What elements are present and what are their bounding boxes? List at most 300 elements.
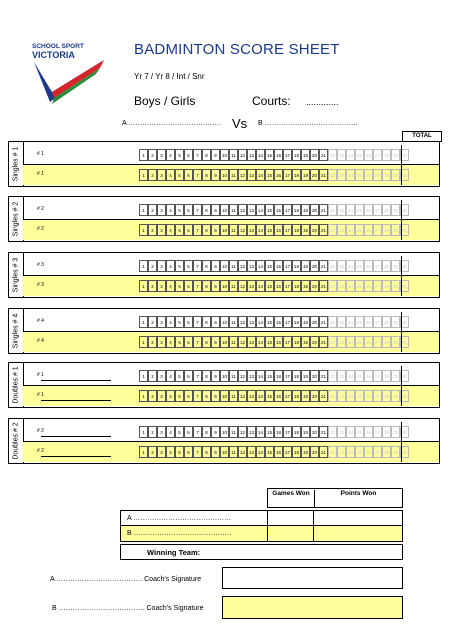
score-cell[interactable]: 29 [391,390,400,402]
player-name-line[interactable] [41,400,111,401]
score-cell[interactable]: 28 [382,426,391,438]
score-cell[interactable]: 4 [166,370,175,382]
score-cell[interactable]: 2 [148,390,157,402]
score-cell[interactable]: 21 [319,204,328,216]
score-cell[interactable]: 20 [310,316,319,328]
score-cell[interactable]: 23 [337,370,346,382]
score-cell[interactable]: 12 [238,426,247,438]
score-cell[interactable]: 19 [301,426,310,438]
score-cell[interactable]: 6 [184,316,193,328]
score-cell[interactable]: 28 [382,370,391,382]
score-cell[interactable]: 24 [346,426,355,438]
score-cell[interactable]: 1 [139,336,148,348]
score-cell[interactable]: 19 [301,336,310,348]
score-cell[interactable]: 4 [166,224,175,236]
score-cell[interactable]: 13 [247,446,256,458]
score-cell[interactable]: 2 [148,149,157,161]
score-cell[interactable]: 11 [229,169,238,181]
score-cell[interactable]: 11 [229,149,238,161]
score-cell[interactable]: 29 [391,260,400,272]
score-cell[interactable]: 17 [283,169,292,181]
score-cell[interactable]: 29 [391,149,400,161]
games-won-b[interactable] [268,526,314,541]
score-cell[interactable]: 24 [346,390,355,402]
courts-value[interactable]: ............. [306,97,339,107]
score-cell[interactable]: 24 [346,224,355,236]
score-cell[interactable]: 9 [211,370,220,382]
score-cell[interactable]: 23 [337,260,346,272]
score-cell[interactable]: 28 [382,446,391,458]
score-cell[interactable]: 28 [382,260,391,272]
score-cell[interactable]: 26 [364,260,373,272]
score-cell[interactable]: 5 [175,149,184,161]
score-cell[interactable]: 6 [184,260,193,272]
score-cell[interactable]: 21 [319,316,328,328]
score-cell[interactable]: 3 [157,149,166,161]
score-cell[interactable]: 11 [229,370,238,382]
score-cell[interactable]: 1 [139,224,148,236]
games-won-a[interactable] [268,511,314,526]
score-cell[interactable]: 7 [193,446,202,458]
score-cell[interactable]: 4 [166,149,175,161]
score-cell[interactable]: 29 [391,446,400,458]
score-cell[interactable]: 8 [202,224,211,236]
score-cell[interactable]: 25 [355,280,364,292]
score-cell[interactable]: 19 [301,169,310,181]
score-cell[interactable]: 22 [328,260,337,272]
score-cell[interactable]: 11 [229,446,238,458]
score-cell[interactable]: 10 [220,370,229,382]
score-cell[interactable]: 26 [364,446,373,458]
score-cell[interactable]: 9 [211,390,220,402]
score-cell[interactable]: 16 [274,260,283,272]
signature-b-box[interactable] [222,596,403,619]
score-cell[interactable]: 3 [157,446,166,458]
score-cell[interactable]: 23 [337,149,346,161]
row-total[interactable] [401,332,439,352]
score-cell[interactable]: 21 [319,336,328,348]
score-cell[interactable]: 28 [382,336,391,348]
score-cell[interactable]: 10 [220,169,229,181]
score-cell[interactable]: 25 [355,224,364,236]
score-cell[interactable]: 27 [373,336,382,348]
score-cell[interactable]: 15 [265,149,274,161]
score-cell[interactable]: 14 [256,224,265,236]
row-total[interactable] [401,386,439,406]
score-cell[interactable]: 25 [355,260,364,272]
score-cell[interactable]: 14 [256,280,265,292]
score-cell[interactable]: 19 [301,224,310,236]
score-cell[interactable]: 10 [220,204,229,216]
score-cell[interactable]: 10 [220,390,229,402]
row-total[interactable] [401,256,439,276]
score-cell[interactable]: 26 [364,169,373,181]
score-cell[interactable]: 12 [238,224,247,236]
score-cell[interactable]: 29 [391,280,400,292]
score-cell[interactable]: 18 [292,204,301,216]
score-cell[interactable]: 7 [193,336,202,348]
score-cell[interactable]: 30 [400,390,409,402]
row-total[interactable] [401,366,439,386]
score-cell[interactable]: 7 [193,149,202,161]
signature-a-box[interactable] [222,567,403,589]
score-cell[interactable]: 16 [274,280,283,292]
score-cell[interactable]: 20 [310,426,319,438]
score-cell[interactable]: 2 [148,224,157,236]
score-cell[interactable]: 17 [283,390,292,402]
score-cell[interactable]: 27 [373,370,382,382]
score-cell[interactable]: 14 [256,149,265,161]
score-cell[interactable]: 28 [382,169,391,181]
score-cell[interactable]: 10 [220,280,229,292]
score-cell[interactable]: 24 [346,280,355,292]
score-cell[interactable]: 11 [229,224,238,236]
score-cell[interactable]: 18 [292,316,301,328]
score-cell[interactable]: 14 [256,204,265,216]
score-cell[interactable]: 11 [229,316,238,328]
score-cell[interactable]: 23 [337,446,346,458]
score-cell[interactable]: 21 [319,426,328,438]
score-cell[interactable]: 15 [265,426,274,438]
score-cell[interactable]: 19 [301,260,310,272]
score-cell[interactable]: 1 [139,169,148,181]
score-cell[interactable]: 8 [202,390,211,402]
score-cell[interactable]: 12 [238,149,247,161]
score-cell[interactable]: 30 [400,204,409,216]
score-cell[interactable]: 11 [229,260,238,272]
score-cell[interactable]: 30 [400,260,409,272]
score-cell[interactable]: 1 [139,204,148,216]
score-cell[interactable]: 16 [274,204,283,216]
score-cell[interactable]: 6 [184,336,193,348]
score-cell[interactable]: 23 [337,280,346,292]
score-cell[interactable]: 18 [292,149,301,161]
score-cell[interactable]: 26 [364,280,373,292]
score-cell[interactable]: 9 [211,426,220,438]
score-cell[interactable]: 8 [202,426,211,438]
score-cell[interactable]: 1 [139,446,148,458]
score-cell[interactable]: 21 [319,390,328,402]
points-won-a[interactable] [314,511,402,526]
score-cell[interactable]: 28 [382,316,391,328]
score-cell[interactable]: 1 [139,316,148,328]
score-cell[interactable]: 28 [382,224,391,236]
score-cell[interactable]: 17 [283,149,292,161]
score-cell[interactable]: 25 [355,446,364,458]
score-cell[interactable]: 11 [229,426,238,438]
score-cell[interactable]: 7 [193,224,202,236]
score-cell[interactable]: 18 [292,169,301,181]
score-cell[interactable]: 19 [301,446,310,458]
score-cell[interactable]: 6 [184,390,193,402]
score-cell[interactable]: 9 [211,280,220,292]
score-cell[interactable]: 16 [274,446,283,458]
score-cell[interactable]: 22 [328,280,337,292]
score-cell[interactable]: 9 [211,204,220,216]
score-cell[interactable]: 4 [166,280,175,292]
row-total[interactable] [401,145,439,165]
score-cell[interactable]: 3 [157,316,166,328]
score-cell[interactable]: 23 [337,426,346,438]
row-total[interactable] [401,165,439,185]
score-cell[interactable]: 7 [193,260,202,272]
score-cell[interactable]: 17 [283,370,292,382]
score-cell[interactable]: 15 [265,446,274,458]
score-cell[interactable]: 24 [346,316,355,328]
score-cell[interactable]: 7 [193,204,202,216]
score-cell[interactable]: 25 [355,370,364,382]
team-b-field[interactable]: B …………………………………. [258,120,358,127]
score-cell[interactable]: 9 [211,169,220,181]
score-cell[interactable]: 23 [337,316,346,328]
score-cell[interactable]: 21 [319,280,328,292]
summary-row-a[interactable]: A …………………………………… [121,511,268,526]
score-cell[interactable]: 24 [346,446,355,458]
score-cell[interactable]: 5 [175,446,184,458]
score-cell[interactable]: 1 [139,260,148,272]
score-cell[interactable]: 26 [364,224,373,236]
score-cell[interactable]: 28 [382,280,391,292]
score-cell[interactable]: 15 [265,336,274,348]
score-cell[interactable]: 2 [148,316,157,328]
score-cell[interactable]: 24 [346,260,355,272]
score-cell[interactable]: 20 [310,390,319,402]
score-cell[interactable]: 29 [391,316,400,328]
winning-team-box[interactable] [120,544,403,560]
score-cell[interactable]: 21 [319,446,328,458]
score-cell[interactable]: 24 [346,336,355,348]
score-cell[interactable]: 26 [364,149,373,161]
score-cell[interactable]: 25 [355,316,364,328]
score-cell[interactable]: 2 [148,426,157,438]
score-cell[interactable]: 16 [274,169,283,181]
score-cell[interactable]: 19 [301,316,310,328]
score-cell[interactable]: 11 [229,280,238,292]
score-cell[interactable]: 3 [157,426,166,438]
score-cell[interactable]: 13 [247,316,256,328]
score-cell[interactable]: 12 [238,260,247,272]
score-cell[interactable]: 8 [202,280,211,292]
score-cell[interactable]: 28 [382,149,391,161]
score-cell[interactable]: 20 [310,370,319,382]
score-cell[interactable]: 14 [256,446,265,458]
score-cell[interactable]: 2 [148,169,157,181]
score-cell[interactable]: 16 [274,224,283,236]
score-cell[interactable]: 27 [373,390,382,402]
score-cell[interactable]: 13 [247,204,256,216]
score-cell[interactable]: 4 [166,390,175,402]
score-cell[interactable]: 4 [166,316,175,328]
score-cell[interactable]: 24 [346,169,355,181]
score-cell[interactable]: 3 [157,204,166,216]
score-cell[interactable]: 13 [247,260,256,272]
score-cell[interactable]: 23 [337,204,346,216]
score-cell[interactable]: 14 [256,169,265,181]
score-cell[interactable]: 7 [193,316,202,328]
score-cell[interactable]: 30 [400,224,409,236]
points-won-b[interactable] [314,526,402,541]
score-cell[interactable]: 4 [166,426,175,438]
score-cell[interactable]: 6 [184,149,193,161]
score-cell[interactable]: 20 [310,280,319,292]
score-cell[interactable]: 6 [184,204,193,216]
score-cell[interactable]: 12 [238,336,247,348]
score-cell[interactable]: 4 [166,446,175,458]
score-cell[interactable]: 5 [175,426,184,438]
score-cell[interactable]: 11 [229,204,238,216]
score-cell[interactable]: 27 [373,280,382,292]
score-cell[interactable]: 16 [274,336,283,348]
score-cell[interactable]: 4 [166,204,175,216]
score-cell[interactable]: 5 [175,316,184,328]
score-cell[interactable]: 8 [202,149,211,161]
score-cell[interactable]: 30 [400,316,409,328]
score-cell[interactable]: 19 [301,390,310,402]
score-cell[interactable]: 8 [202,260,211,272]
score-cell[interactable]: 19 [301,149,310,161]
row-total[interactable] [401,312,439,332]
player-name-line[interactable] [41,380,111,381]
score-cell[interactable]: 2 [148,336,157,348]
score-cell[interactable]: 12 [238,316,247,328]
score-cell[interactable]: 10 [220,260,229,272]
score-cell[interactable]: 26 [364,370,373,382]
score-cell[interactable]: 8 [202,204,211,216]
score-cell[interactable]: 21 [319,370,328,382]
score-cell[interactable]: 10 [220,336,229,348]
score-cell[interactable]: 1 [139,280,148,292]
score-cell[interactable]: 29 [391,204,400,216]
score-cell[interactable]: 2 [148,260,157,272]
score-cell[interactable]: 10 [220,224,229,236]
score-cell[interactable]: 3 [157,260,166,272]
score-cell[interactable]: 30 [400,336,409,348]
score-cell[interactable]: 15 [265,224,274,236]
score-cell[interactable]: 22 [328,390,337,402]
score-cell[interactable]: 13 [247,390,256,402]
score-cell[interactable]: 11 [229,336,238,348]
score-cell[interactable]: 23 [337,224,346,236]
score-cell[interactable]: 12 [238,370,247,382]
score-cell[interactable]: 26 [364,336,373,348]
score-cell[interactable]: 7 [193,370,202,382]
score-cell[interactable]: 20 [310,336,319,348]
score-cell[interactable]: 9 [211,260,220,272]
score-cell[interactable]: 22 [328,446,337,458]
score-cell[interactable]: 15 [265,370,274,382]
score-cell[interactable]: 16 [274,390,283,402]
score-cell[interactable]: 24 [346,370,355,382]
score-cell[interactable]: 14 [256,370,265,382]
score-cell[interactable]: 27 [373,446,382,458]
score-cell[interactable]: 17 [283,260,292,272]
score-cell[interactable]: 8 [202,169,211,181]
score-cell[interactable]: 12 [238,204,247,216]
score-cell[interactable]: 5 [175,204,184,216]
score-cell[interactable]: 21 [319,224,328,236]
score-cell[interactable]: 2 [148,280,157,292]
row-total[interactable] [401,276,439,296]
score-cell[interactable]: 15 [265,260,274,272]
score-cell[interactable]: 13 [247,169,256,181]
score-cell[interactable]: 14 [256,426,265,438]
row-total[interactable] [401,442,439,462]
score-cell[interactable]: 2 [148,204,157,216]
score-cell[interactable]: 30 [400,280,409,292]
score-cell[interactable]: 16 [274,370,283,382]
score-cell[interactable]: 5 [175,280,184,292]
score-cell[interactable]: 22 [328,224,337,236]
score-cell[interactable]: 29 [391,169,400,181]
score-cell[interactable]: 3 [157,370,166,382]
score-cell[interactable]: 3 [157,390,166,402]
score-cell[interactable]: 15 [265,280,274,292]
score-cell[interactable]: 25 [355,336,364,348]
score-cell[interactable]: 10 [220,316,229,328]
score-cell[interactable]: 22 [328,149,337,161]
score-cell[interactable]: 18 [292,390,301,402]
score-cell[interactable]: 13 [247,280,256,292]
score-cell[interactable]: 27 [373,426,382,438]
score-cell[interactable]: 18 [292,336,301,348]
score-cell[interactable]: 5 [175,370,184,382]
score-cell[interactable]: 5 [175,336,184,348]
score-cell[interactable]: 1 [139,426,148,438]
score-cell[interactable]: 23 [337,169,346,181]
score-cell[interactable]: 27 [373,316,382,328]
score-cell[interactable]: 7 [193,426,202,438]
score-cell[interactable]: 23 [337,336,346,348]
score-cell[interactable]: 10 [220,149,229,161]
score-cell[interactable]: 29 [391,370,400,382]
score-cell[interactable]: 25 [355,169,364,181]
score-cell[interactable]: 6 [184,446,193,458]
score-cell[interactable]: 29 [391,336,400,348]
score-cell[interactable]: 5 [175,224,184,236]
score-cell[interactable]: 7 [193,390,202,402]
score-cell[interactable]: 2 [148,446,157,458]
score-cell[interactable]: 26 [364,316,373,328]
score-cell[interactable]: 20 [310,149,319,161]
score-cell[interactable]: 29 [391,426,400,438]
score-cell[interactable]: 20 [310,169,319,181]
score-cell[interactable]: 20 [310,204,319,216]
score-cell[interactable]: 13 [247,224,256,236]
score-cell[interactable]: 4 [166,169,175,181]
score-cell[interactable]: 5 [175,260,184,272]
score-cell[interactable]: 30 [400,446,409,458]
score-cell[interactable]: 20 [310,446,319,458]
score-cell[interactable]: 7 [193,280,202,292]
score-cell[interactable]: 30 [400,169,409,181]
score-cell[interactable]: 14 [256,316,265,328]
score-cell[interactable]: 8 [202,370,211,382]
score-cell[interactable]: 27 [373,204,382,216]
score-cell[interactable]: 1 [139,390,148,402]
score-cell[interactable]: 13 [247,426,256,438]
score-cell[interactable]: 9 [211,446,220,458]
score-cell[interactable]: 22 [328,336,337,348]
score-cell[interactable]: 27 [373,224,382,236]
score-cell[interactable]: 15 [265,390,274,402]
score-cell[interactable]: 26 [364,390,373,402]
score-cell[interactable]: 27 [373,260,382,272]
score-cell[interactable]: 12 [238,390,247,402]
score-cell[interactable]: 19 [301,204,310,216]
score-cell[interactable]: 7 [193,169,202,181]
score-cell[interactable]: 13 [247,149,256,161]
score-cell[interactable]: 24 [346,204,355,216]
